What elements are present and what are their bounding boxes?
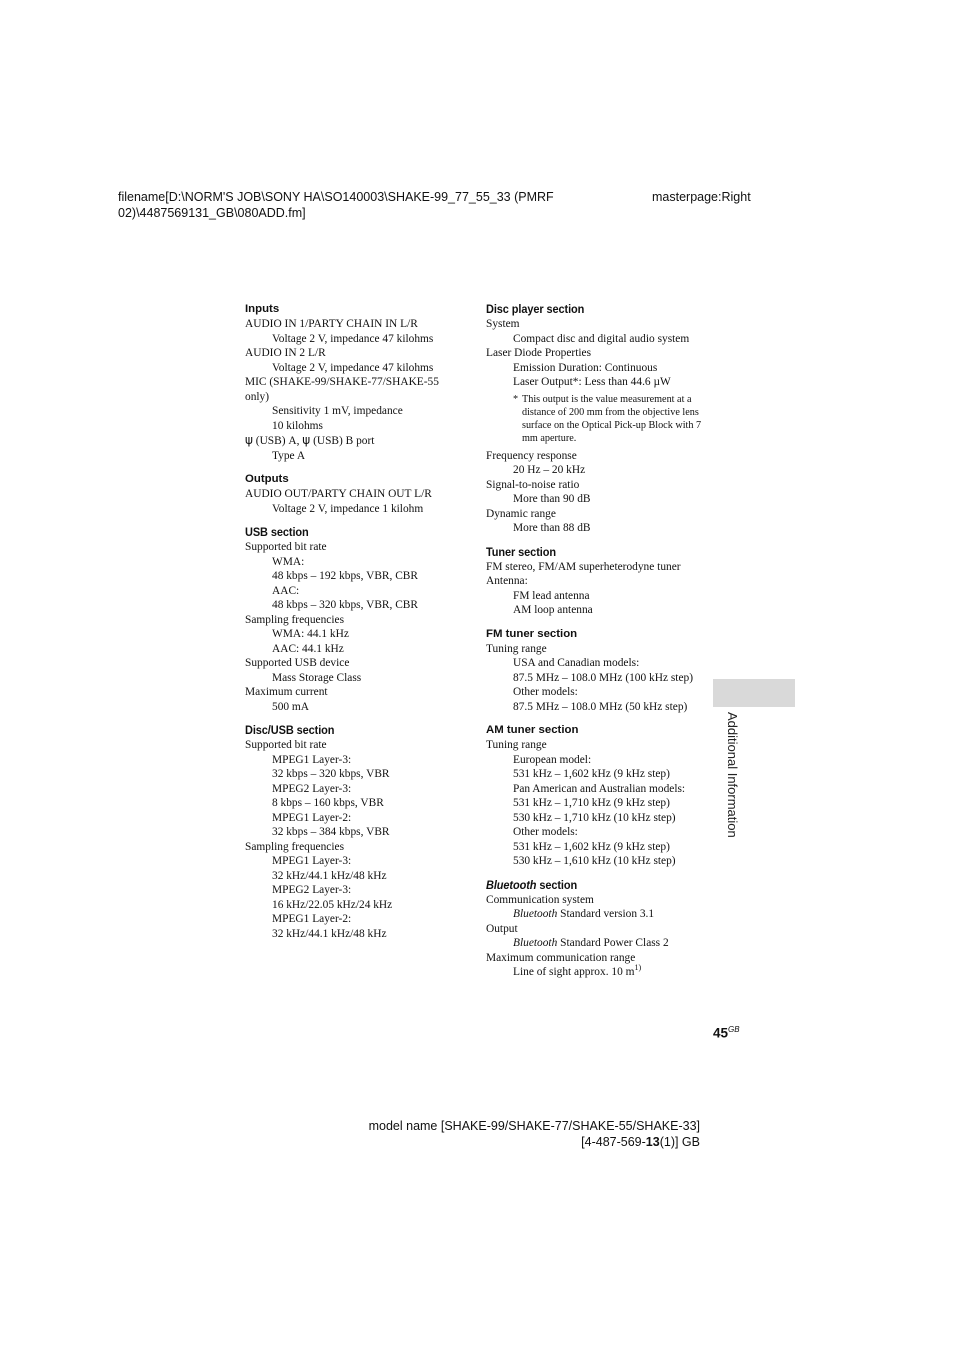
spec-line: 87.5 MHz – 108.0 MHz (50 kHz step) xyxy=(513,700,688,713)
spec-line: Sensitivity 1 mV, impedance xyxy=(272,405,403,417)
spec-line: More than 90 dB xyxy=(513,493,591,505)
spec-line: USA and Canadian models: xyxy=(513,657,640,669)
spec-line: European model: xyxy=(513,753,592,766)
filename-header: filename[D:\NORM'S JOB\SONY HA\SO140003\SHAKE-99_77_55_33 (PMRF 02)\4487569131_GB\080ADD.fm] xyxy=(118,190,554,220)
spec-line: Antenna: xyxy=(486,575,528,587)
spec-line: MPEG1 Layer-3: xyxy=(272,855,352,867)
spec-line: 8 kbps – 160 kbps, VBR xyxy=(272,797,384,809)
spec-line: FM stereo, FM/AM superheterodyne tuner xyxy=(486,560,681,573)
spec-line: Emission Duration: Continuous xyxy=(513,361,658,374)
usb-heading: USB section xyxy=(245,525,309,539)
spec-line: AAC: 44.1 kHz xyxy=(272,642,344,655)
outputs-section xyxy=(245,471,470,516)
spec-line: Voltage 2 V, impedance 1 kilohm xyxy=(272,502,424,515)
bluetooth-heading xyxy=(486,877,684,893)
usb-port-line xyxy=(245,433,470,449)
page-number-value: 45 xyxy=(713,1025,729,1041)
spec-line: Laser Output*: Less than 44.6 µW xyxy=(513,376,671,388)
inputs-section xyxy=(245,301,470,463)
spec-line: 87.5 MHz – 108.0 MHz (100 kHz step) xyxy=(513,671,694,684)
spec-line: 48 kbps – 192 kbps, VBR, CBR xyxy=(272,570,418,582)
spec-text: Line of sight approx. 10 m xyxy=(513,966,635,978)
spec-line: AUDIO OUT/PARTY CHAIN OUT L/R xyxy=(245,488,432,500)
masterpage-header: masterpage:Right xyxy=(652,190,751,204)
spec-line: Laser Diode Properties xyxy=(486,347,592,359)
model-name-footer: model name [SHAKE-99/SHAKE-77/SHAKE-55/SHAKE-33] xyxy=(368,1119,700,1133)
spec-line: MPEG1 Layer-3: xyxy=(272,753,352,766)
right-column xyxy=(486,301,706,988)
side-label xyxy=(724,712,740,852)
spec-line: 32 kbps – 320 kbps, VBR xyxy=(272,768,390,780)
bluetooth-heading-rest: section xyxy=(536,877,578,892)
spec-text: (USB) B port xyxy=(310,435,375,447)
spec-line: FM lead antenna xyxy=(513,589,590,602)
spec-line: System xyxy=(486,318,520,330)
fm-tuner-section xyxy=(486,626,706,715)
spec-line: Supported bit rate xyxy=(245,541,327,553)
left-column xyxy=(245,301,470,949)
spec-line xyxy=(486,936,706,951)
spec-line: 531 kHz – 1,602 kHz (9 kHz step) xyxy=(513,840,670,853)
spec-line: 20 Hz – 20 kHz xyxy=(513,464,586,476)
bluetooth-section xyxy=(486,877,706,980)
bluetooth-word: Bluetooth xyxy=(513,937,558,949)
spec-line: 48 kbps – 320 kbps, VBR, CBR xyxy=(272,599,418,611)
spec-line: 32 kbps – 384 kbps, VBR xyxy=(272,826,390,838)
fm-tuner-heading: FM tuner section xyxy=(486,627,578,640)
am-tuner-heading: AM tuner section xyxy=(486,724,579,736)
spec-line: WMA: 44.1 kHz xyxy=(272,628,349,640)
spec-line: 530 kHz – 1,710 kHz (10 kHz step) xyxy=(513,811,676,824)
spec-text: Standard Power Class 2 xyxy=(557,937,669,949)
part-number-post: (1)] GB xyxy=(659,1135,700,1149)
spec-line: Dynamic range xyxy=(486,507,556,520)
spec-line: 32 kHz/44.1 kHz/48 kHz xyxy=(272,927,387,940)
spec-line xyxy=(486,965,706,980)
spec-line: Tuning range xyxy=(486,642,547,655)
usb-icon: ψ xyxy=(302,433,311,447)
spec-line: 500 mA xyxy=(272,700,310,713)
spec-line: Compact disc and digital audio system xyxy=(513,332,690,345)
tuner-section xyxy=(486,544,706,618)
spec-line: 10 kilohms xyxy=(272,419,323,432)
part-number-footer xyxy=(581,1134,700,1150)
spec-line xyxy=(486,907,706,922)
spec-text: Standard version 3.1 xyxy=(557,908,655,920)
spec-line: Communication system xyxy=(486,893,594,906)
spec-line: only) xyxy=(245,390,270,403)
footnote-mark: * xyxy=(513,393,519,405)
spec-line: 16 kHz/22.05 kHz/24 kHz xyxy=(272,898,393,911)
spec-line: Tuning range xyxy=(486,739,547,751)
spec-line: Maximum communication range xyxy=(486,951,636,964)
part-number-bold: 13 xyxy=(645,1135,660,1149)
page-number xyxy=(713,1025,740,1041)
disc-usb-section xyxy=(245,722,470,941)
spec-line: MPEG1 Layer-2: xyxy=(272,913,352,925)
disc-player-section xyxy=(486,301,706,536)
spec-line: AUDIO IN 1/PARTY CHAIN IN L/R xyxy=(245,318,418,330)
inputs-heading: Inputs xyxy=(245,303,280,315)
disc-player-heading: Disc player section xyxy=(486,302,585,316)
disc-usb-heading: Disc/USB section xyxy=(245,723,335,737)
spec-line: Mass Storage Class xyxy=(272,671,362,684)
spec-line: 531 kHz – 1,602 kHz (9 kHz step) xyxy=(513,768,670,780)
spec-line: AUDIO IN 2 L/R xyxy=(245,347,326,359)
outputs-heading: Outputs xyxy=(245,473,289,485)
page-number-suffix: GB xyxy=(728,1025,740,1034)
spec-line: Frequency response xyxy=(486,449,577,462)
am-tuner-section xyxy=(486,722,706,869)
spec-line: Sampling frequencies xyxy=(245,613,345,626)
bluetooth-word: Bluetooth xyxy=(513,908,558,920)
spec-line: 531 kHz – 1,710 kHz (9 kHz step) xyxy=(513,797,670,809)
spec-line: Supported USB device xyxy=(245,657,350,669)
spec-line: Sampling frequencies xyxy=(245,840,345,853)
tuner-heading: Tuner section xyxy=(486,544,556,559)
usb-section xyxy=(245,524,470,714)
spec-line: Supported bit rate xyxy=(245,739,327,751)
side-label-text: Additional Information xyxy=(725,712,740,838)
part-number-pre: [4-487-569- xyxy=(581,1135,646,1149)
footnote-ref: 1) xyxy=(634,963,642,973)
bluetooth-heading-italic: Bluetooth xyxy=(486,877,537,892)
spec-line: 32 kHz/44.1 kHz/48 kHz xyxy=(272,869,387,882)
spec-line: WMA: xyxy=(272,555,305,568)
section-tab-marker xyxy=(713,679,795,707)
footnote-text: This output is the value measurement at a distance of 200 mm from the objective lens surface on the Optical Pick-up Block with 7 mm aperture. xyxy=(522,393,702,444)
spec-line: Maximum current xyxy=(245,686,328,698)
spec-line: AAC: xyxy=(272,584,300,597)
spec-line: MPEG2 Layer-3: xyxy=(272,884,352,896)
spec-line: More than 88 dB xyxy=(513,522,591,534)
usb-icon: ψ xyxy=(245,433,253,447)
spec-line: Pan American and Australian models: xyxy=(513,782,686,795)
spec-text: (USB) A, xyxy=(252,435,303,447)
spec-line: Voltage 2 V, impedance 47 kilohms xyxy=(272,361,434,374)
spec-line: Output xyxy=(486,922,518,935)
spec-line: AM loop antenna xyxy=(513,604,593,616)
spec-line: Other models: xyxy=(513,826,578,838)
spec-line: MIC (SHAKE-99/SHAKE-77/SHAKE-55 xyxy=(245,376,439,388)
spec-line: Type A xyxy=(272,449,306,462)
spec-line: Other models: xyxy=(513,686,578,698)
spec-line: MPEG2 Layer-3: xyxy=(272,782,352,795)
spec-line: MPEG1 Layer-2: xyxy=(272,811,352,824)
spec-line: 530 kHz – 1,610 kHz (10 kHz step) xyxy=(513,855,676,867)
laser-footnote xyxy=(486,393,706,445)
spec-line: Signal-to-noise ratio xyxy=(486,478,580,491)
spec-line: Voltage 2 V, impedance 47 kilohms xyxy=(272,332,434,345)
